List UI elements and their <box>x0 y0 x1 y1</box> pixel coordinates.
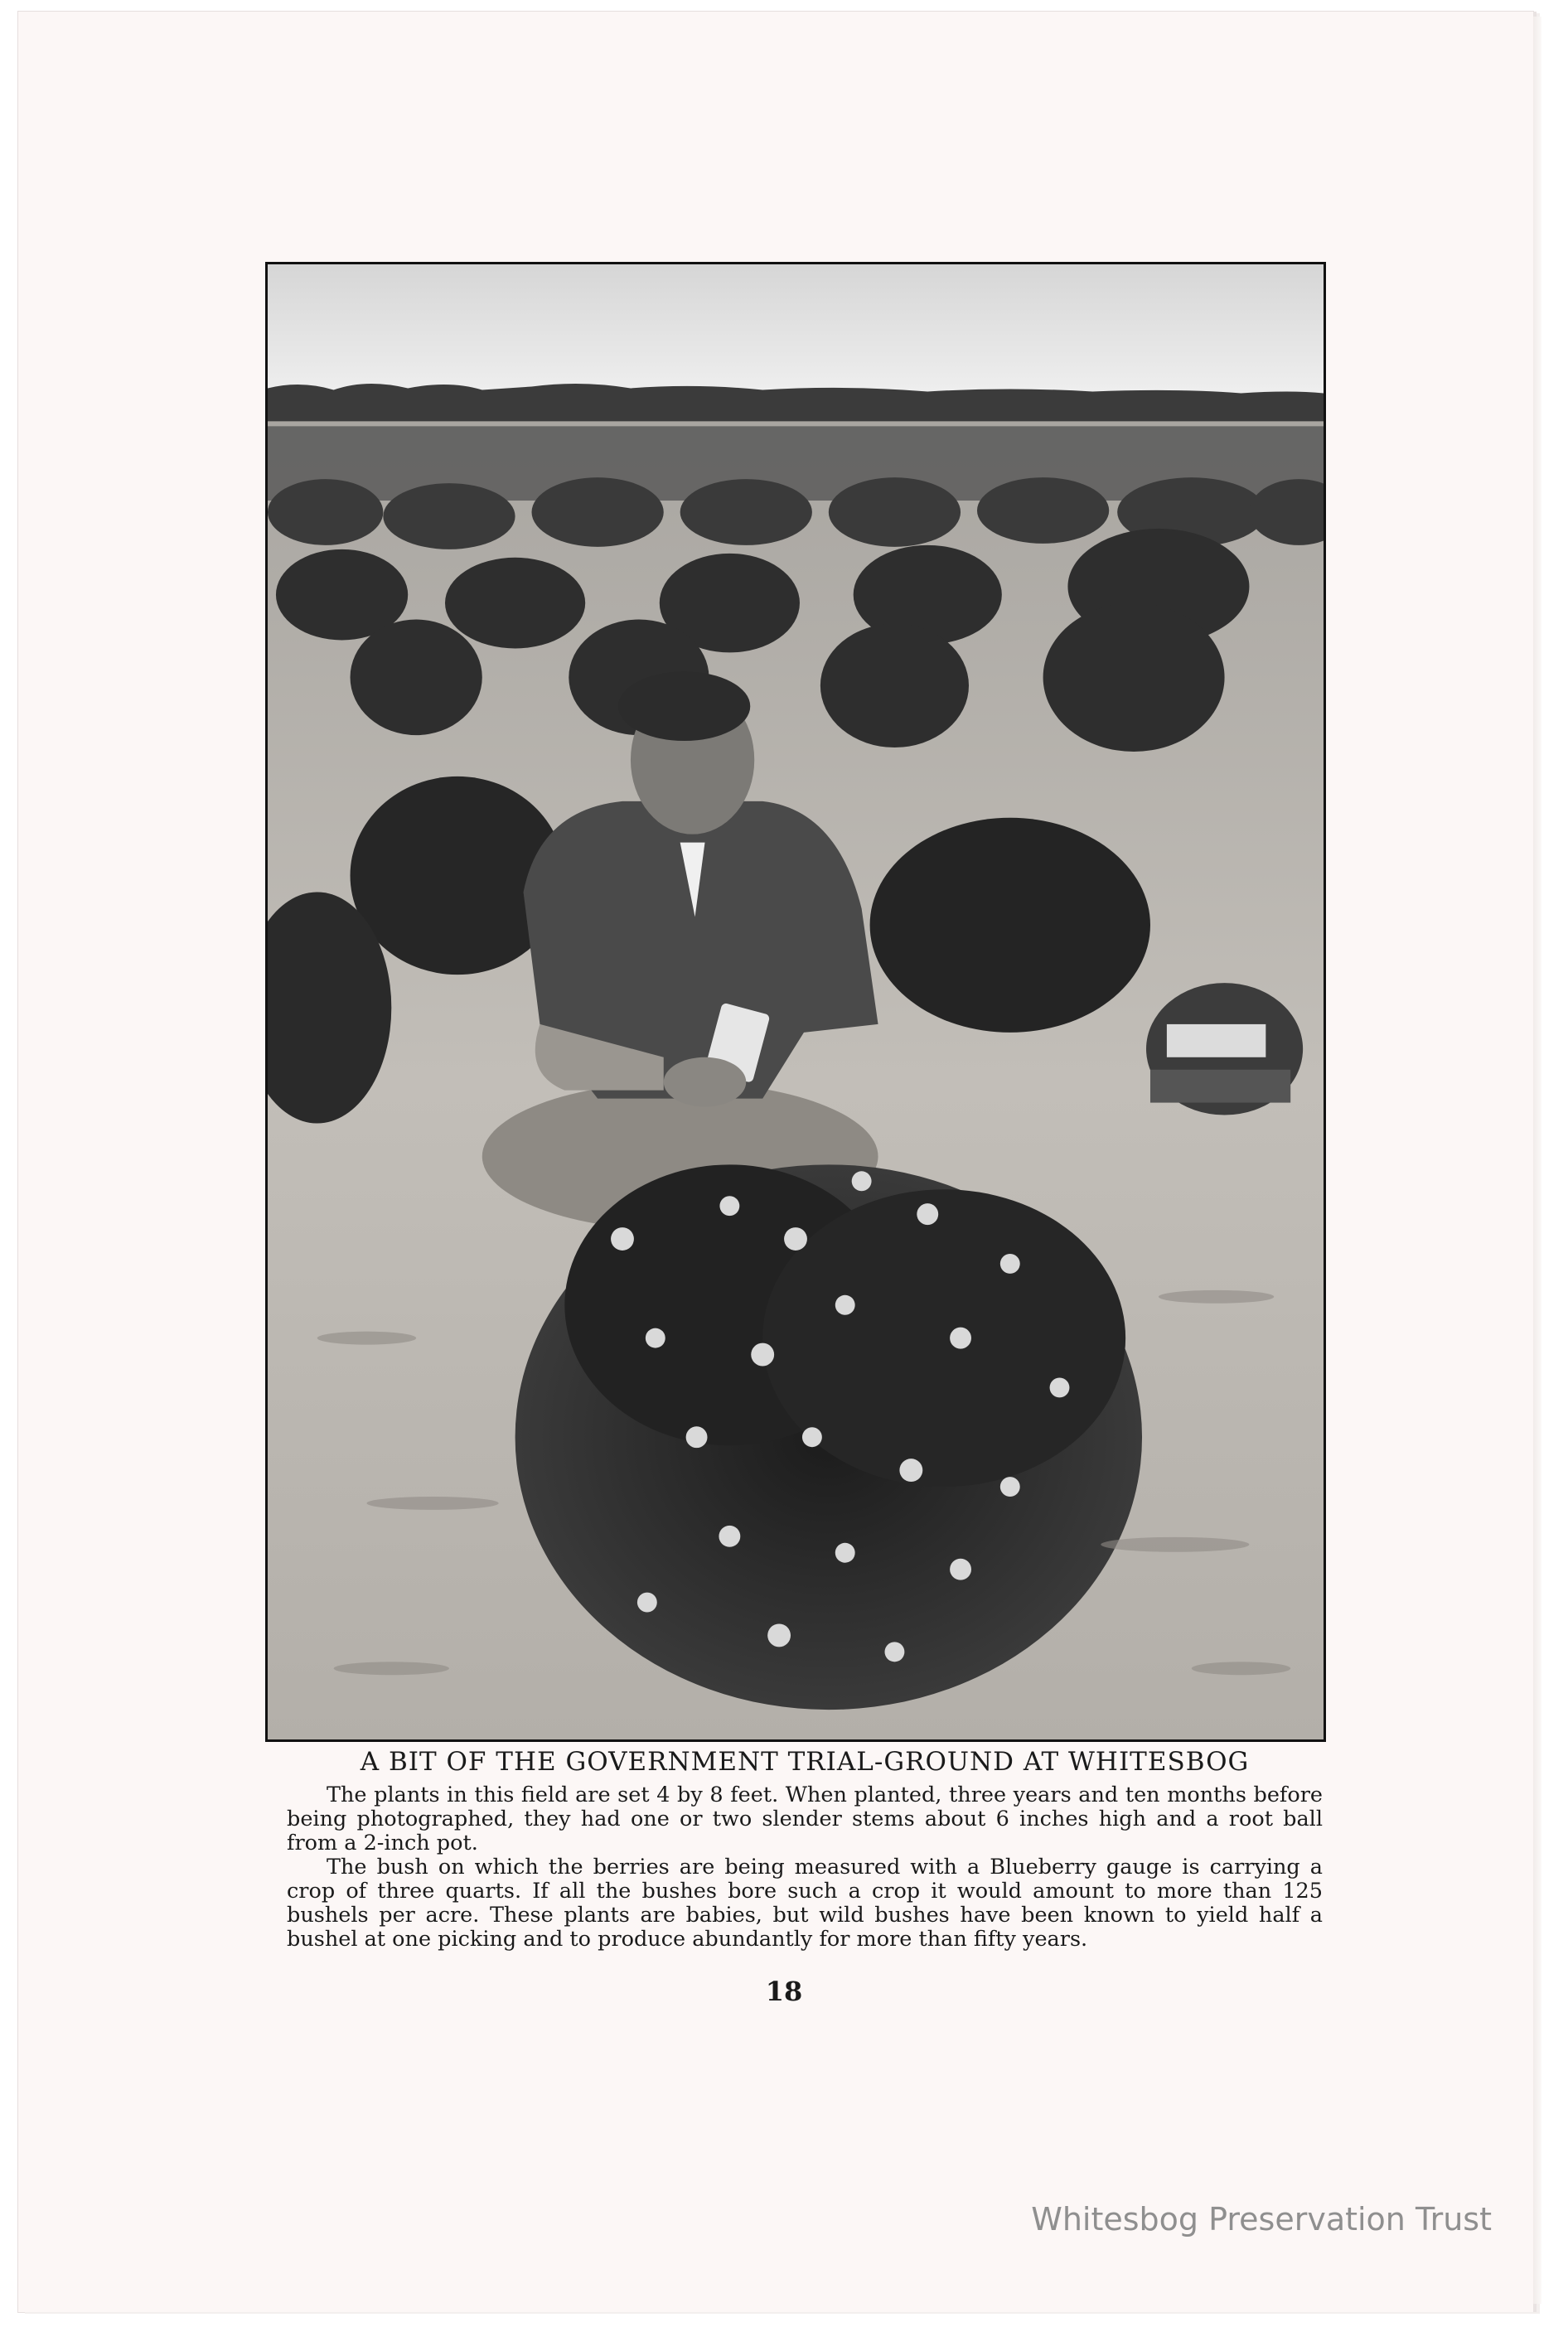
caption-paragraph-2: The bush on which the berries are being measured with a Blueberry gauge is carrying a crop of three quarts. If all the bushes bore such a crop it would amount to more than 125 bushels per acre. These plants are babies, but wild bushes have been known to yield half a bushel at one picking and to produce abundantly for more than fifty years. <box>287 1855 1323 1952</box>
page-number: 18 <box>765 1976 803 2007</box>
watermark: Whitesbog Preservation Trust <box>1031 2201 1492 2238</box>
photograph <box>265 262 1326 1742</box>
caption <box>287 1747 1323 1952</box>
caption-title: A BIT OF THE GOVERNMENT TRIAL-GROUND AT WHITESBOG <box>360 1747 1250 1777</box>
page-edge <box>1533 17 1541 2304</box>
caption-paragraph-1: The plants in this field are set 4 by 8 feet. When planted, three years and ten months before being photographed, they had one or two slender stems about 6 inches high and a root ball from a 2-inch pot. <box>287 1783 1323 1855</box>
photograph-image <box>268 264 1324 1739</box>
